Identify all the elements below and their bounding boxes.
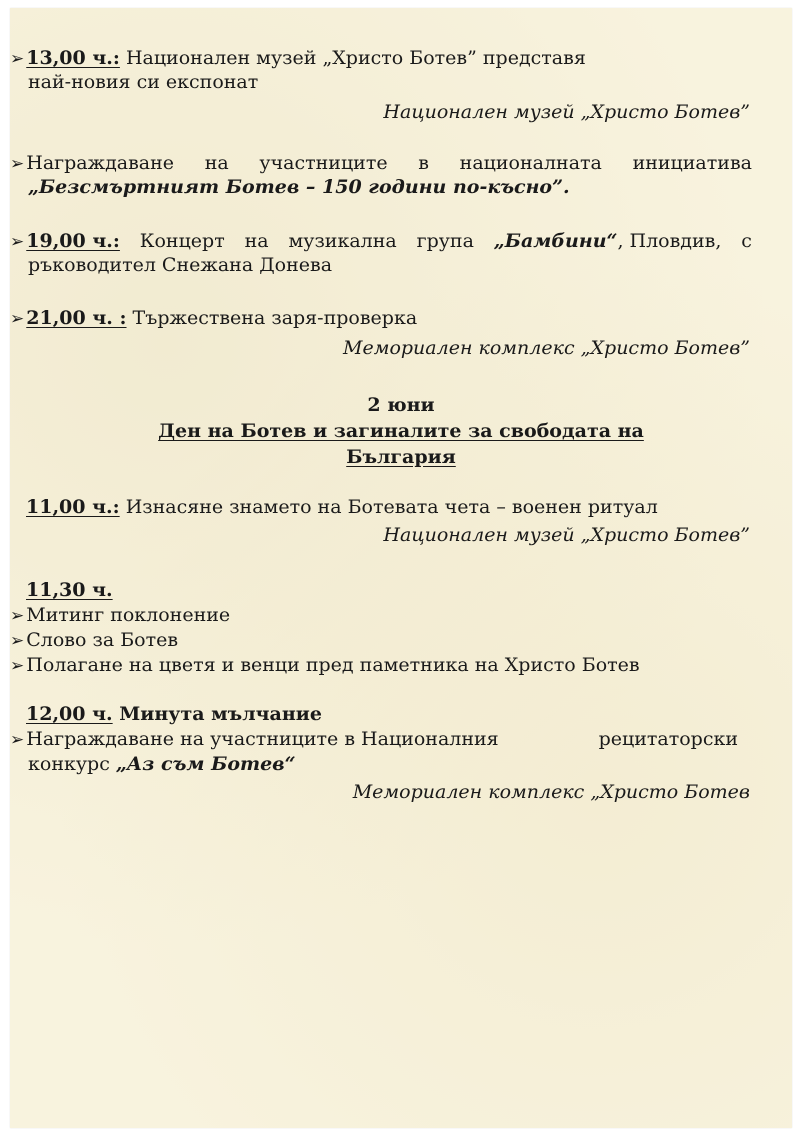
item-text: Тържествена заря-проверка: [126, 307, 418, 329]
item-text: Национален музей „Христо Ботев” представя: [119, 47, 586, 69]
item-text-continued: най-новия си експонат: [28, 71, 259, 93]
program-page: [10, 8, 792, 1128]
time-label: 11,30 ч.: [26, 579, 113, 601]
arrow-bullet-icon: ➢: [10, 309, 25, 329]
program-item-1130: [26, 578, 113, 602]
arrow-bullet-icon: ➢: [10, 656, 25, 676]
program-item-1100: [26, 495, 658, 519]
time-label: 13,00 ч.:: [26, 47, 120, 69]
day-title-heading-continued: България: [346, 446, 456, 468]
time-label: 12,00 ч.: [26, 703, 113, 725]
arrow-bullet-icon: ➢: [10, 631, 25, 651]
venue-label: Мемориален комплекс „Христо Ботев: [352, 781, 750, 803]
item-text: Изнасяне знамето на Ботевата чета – военен ритуал: [119, 496, 658, 518]
arrow-bullet-icon: ➢: [10, 606, 25, 626]
day-date-heading: 2 юни: [367, 394, 435, 416]
arrow-bullet-icon: ➢: [10, 154, 25, 174]
initiative-title: „Безсмъртният Ботев – 150 години по-късно”.: [28, 176, 570, 198]
program-item-1200: [26, 702, 322, 726]
program-item-1900: ➢ 19,00 ч.: Концерт на музикална група „Бамбини“, Пловдив, с: [10, 230, 752, 252]
time-label: 21,00 ч. :: [26, 307, 127, 329]
venue-label: Мемориален комплекс „Христо Ботев”: [343, 337, 750, 359]
minute-of-silence: Минута мълчание: [112, 703, 322, 725]
program-item-2100: [10, 306, 417, 331]
time-label: 11,00 ч.:: [26, 496, 120, 518]
list-item: ➢ Награждаване на участниците в Националния рецитаторски: [10, 728, 738, 750]
venue-label: Национален музей „Христо Ботев”: [383, 524, 750, 546]
program-item-award: ➢ Награждаване на участниците в националната инициатива: [10, 152, 752, 174]
arrow-bullet-icon: ➢: [10, 730, 25, 750]
program-item-1300: [10, 46, 586, 71]
item-text-continued: ръководител Снежана Донева: [28, 254, 333, 276]
time-label: 19,00 ч.:: [26, 230, 120, 252]
list-item: ➢ Полагане на цветя и венци пред паметника на Христо Ботев: [10, 654, 640, 676]
list-item: ➢ Слово за Ботев: [10, 629, 179, 651]
list-item: ➢ Митинг поклонение: [10, 604, 231, 626]
item-text-continued: конкурс „Аз съм Ботев“: [28, 753, 296, 775]
arrow-bullet-icon: ➢: [10, 49, 25, 69]
band-name: „Бамбини“: [493, 230, 618, 252]
arrow-bullet-icon: ➢: [10, 232, 25, 252]
venue-label: Национален музей „Христо Ботев”: [383, 101, 750, 123]
day-title-heading: Ден на Ботев и загиналите за свободата на: [158, 420, 644, 442]
contest-name: „Аз съм Ботев“: [115, 753, 296, 775]
